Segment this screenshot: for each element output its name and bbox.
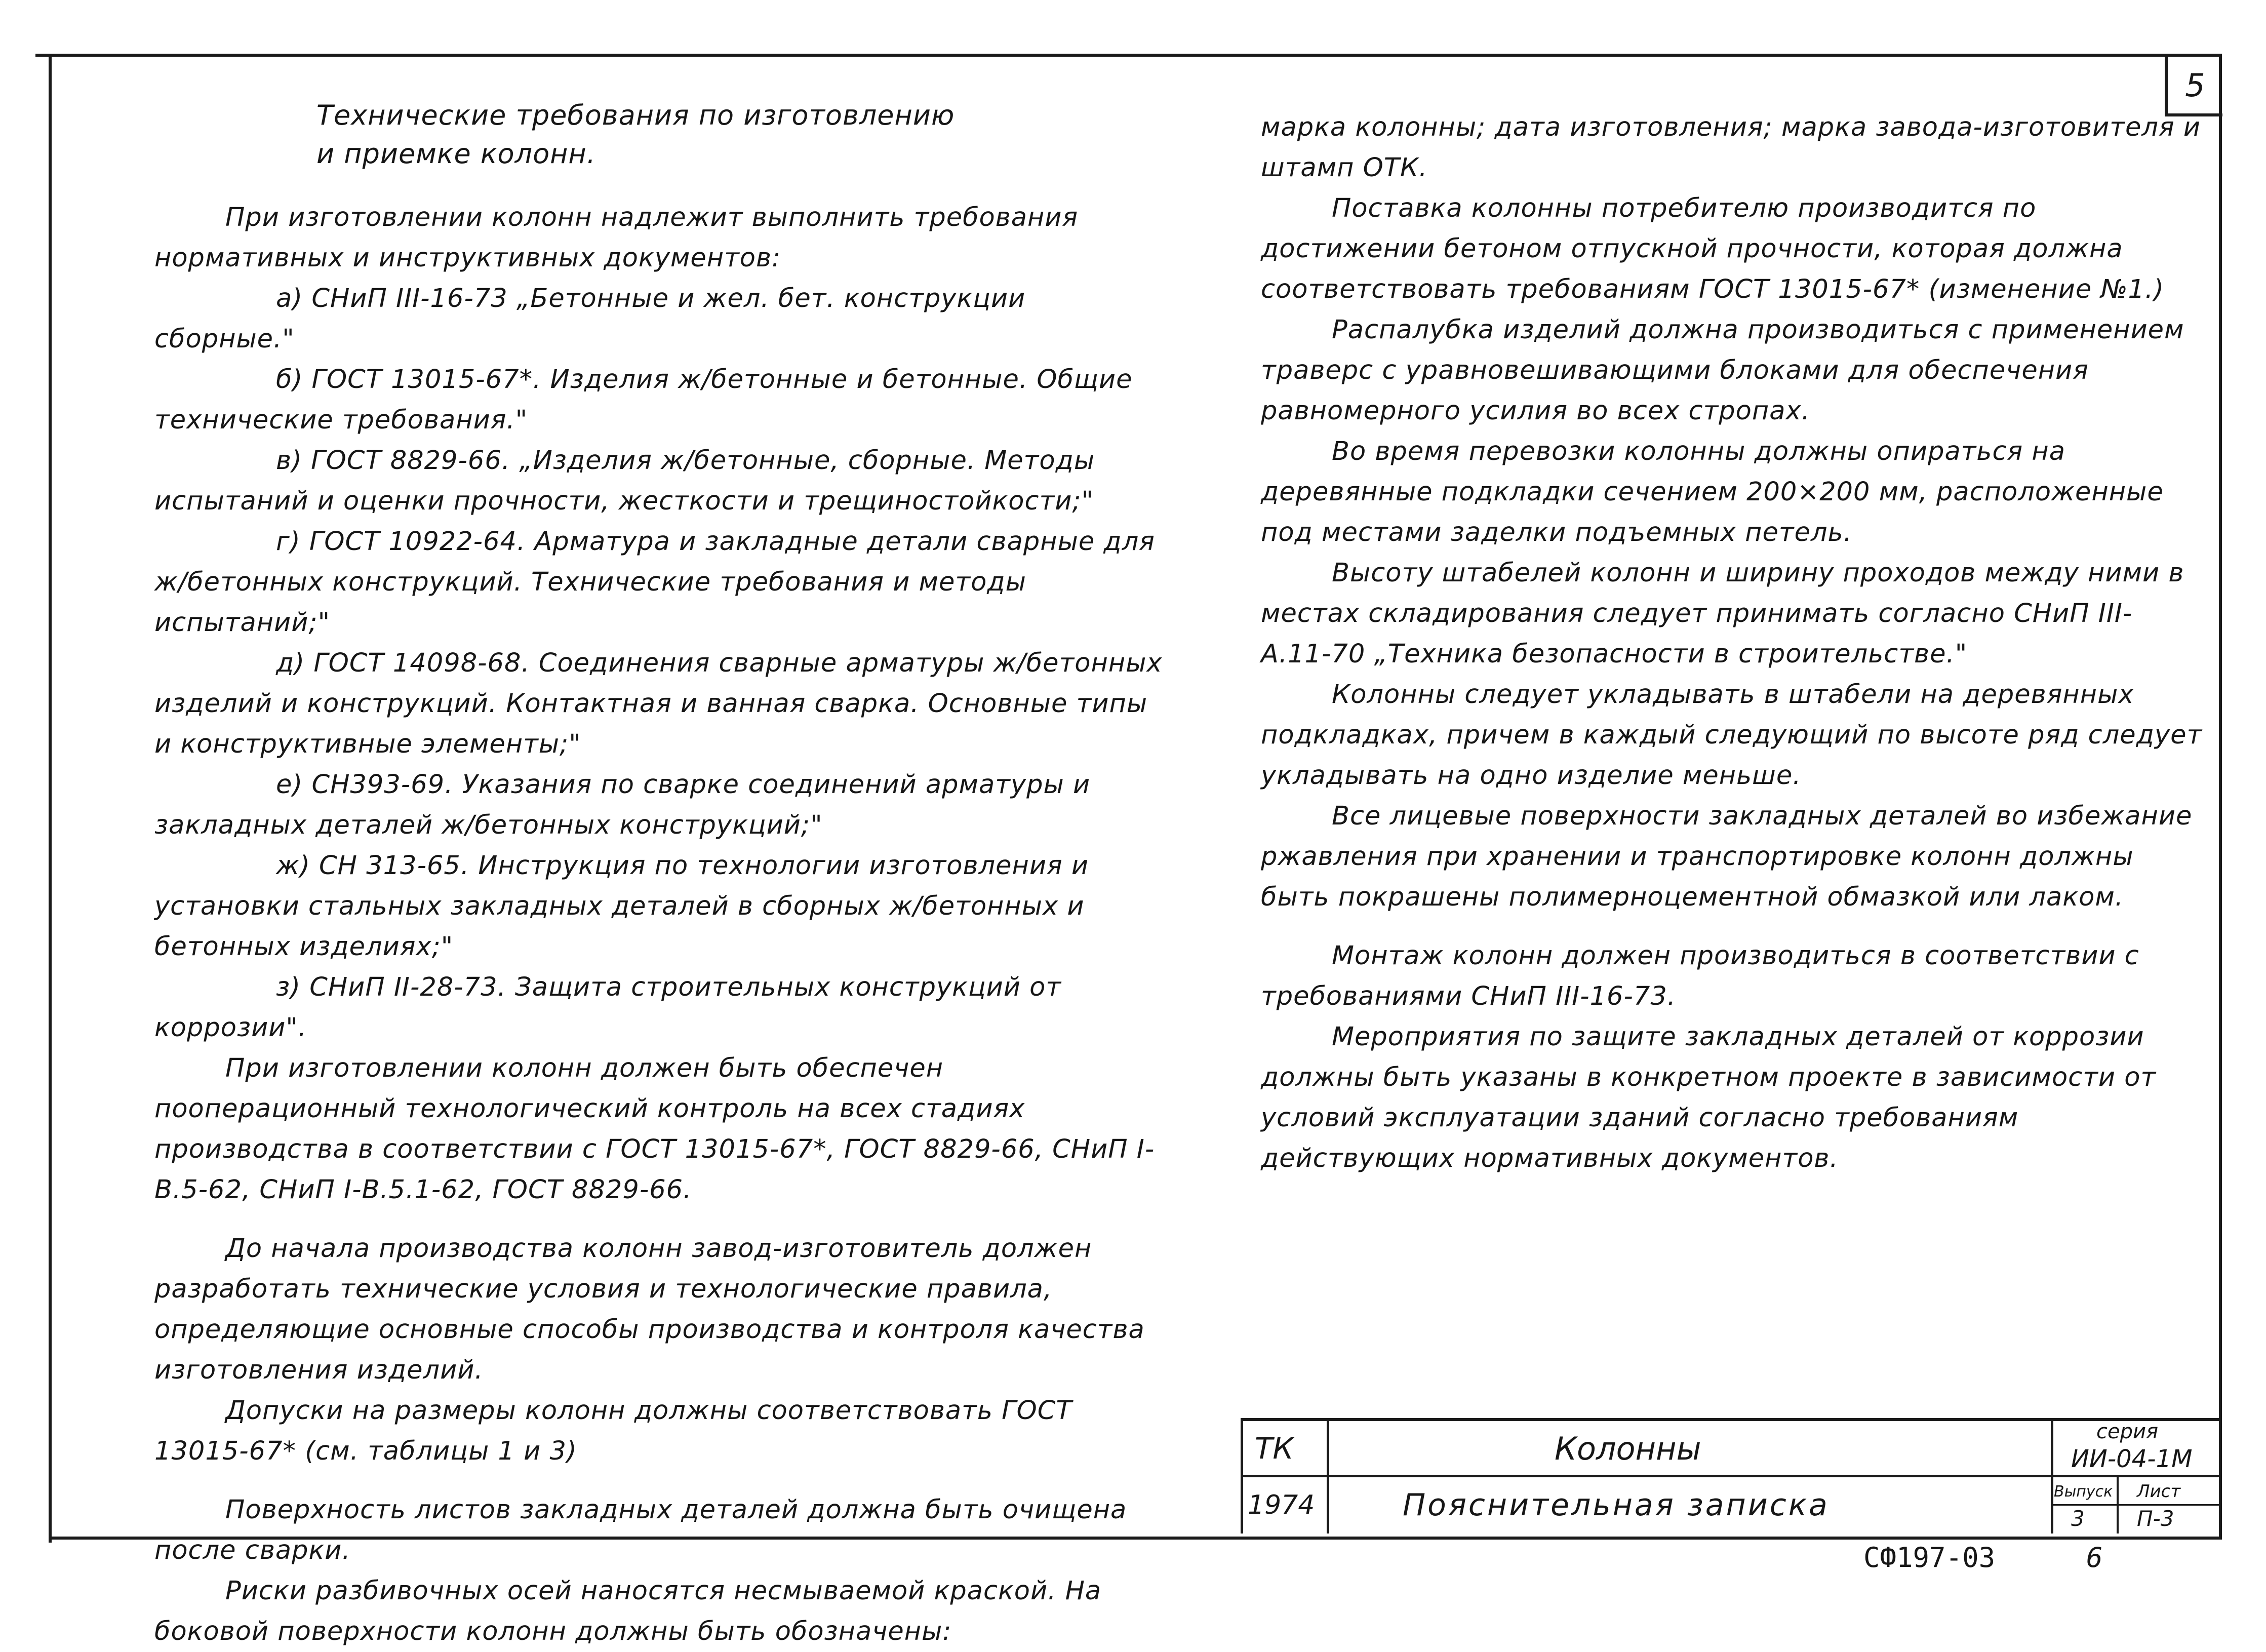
heading-line-1: Технические требования по изготовлению [316,99,955,131]
norm-item: д) ГОСТ 14098-68. Соединения сварные арматуры ж/бетонных изделий и конструкций. Контактная и ванная сварка. Основные типы и конструктивные элементы;" [154,648,1163,759]
drawing-name: Колонны [1555,1430,1701,1467]
norm-item: г) ГОСТ 10922-64. Арматура и закладные детали сварные для ж/бетонных конструкций. Технические требования и методы испытаний;" [154,527,1155,638]
norm-item: е) СН393-69. Указания по сварке соединений арматуры и закладных деталей ж/бетонных конструкций;" [154,770,1091,840]
paragraph: При изготовлении колонн должен быть обеспечен пооперационный технологический контроль на всех стадиях производства в соответствии с ГОСТ 13015-67*, ГОСТ 8829-66, СНиП I-В.5-62, СНиП I-В.5.1-62, ГОСТ 8829-66. [154,1053,1155,1205]
paragraph: Монтаж колонн должен производиться в соответствии с требованиями СНиП III-16-73. [1261,941,2139,1011]
series-label: серия [2096,1420,2159,1443]
issue-label: Выпуск [2054,1482,2113,1501]
paragraph: Поверхность листов закладных деталей должна быть очищена после сварки. [154,1495,1127,1565]
frame-left-line [49,54,52,1543]
norm-item: з) СНиП II-28-73. Защита строительных конструкций от коррозии". [154,972,1062,1043]
right-text-column [1261,107,2203,1179]
frame-right-line [2219,54,2222,1538]
sheet-value: П-3 [2137,1506,2174,1531]
paragraph: Риски разбивочных осей наносятся несмываемой краской. На боковой поверхности колонн должны быть обозначены: [154,1576,1102,1646]
issue-value: 3 [2071,1506,2085,1531]
frame-top-line [35,54,2222,57]
paragraph: Распалубка изделий должна производиться с применением траверс с уравновешивающими блоками для обеспечения равномерного усилия во всех стропах. [1261,315,2184,426]
paragraph: Колонны следует укладывать в штабели на деревянных подкладках, причем в каждый следующий по высоте ряд следует укладывать на одно изделие меньше. [1261,680,2203,791]
paragraph: Все лицевые поверхности закладных деталей во избежание ржавления при хранении и транспортировке колонн должны быть покрашены полимерноцементной обмазкой или лаком. [1261,801,2193,912]
paragraph: Высоту штабелей колонн и ширину проходов между ними в местах складирования следует принимать согласно СНиП III-А.11-70 „Техника безопасности в строительстве." [1261,558,2184,669]
title-block-divider-1 [1327,1418,1329,1533]
sheet-label: Лист [2137,1481,2181,1502]
paragraph: Поставка колонны потребителю производится по достижении бетоном отпускной прочности, которая должна соответствовать требованиям ГОСТ 13015-67* (изменение №1.) [1261,193,2165,304]
title-block [1241,1418,2219,1533]
org-code: ТК [1255,1431,1294,1466]
paragraph: До начала производства колонн завод-изготовитель должен разработать технические условия и технологические правила, определяющие основные способы производства и контроля качества изготовления изделий. [154,1234,1145,1385]
title-block-mid-line [1241,1475,2219,1477]
norm-item: б) ГОСТ 13015-67*. Изделия ж/бетонные и бетонные. Общие технические требования." [154,365,1133,435]
title-block-divider-2 [2051,1418,2053,1533]
page-number: 6 [2086,1542,2103,1574]
paragraph: Допуски на размеры колонн должны соответствовать ГОСТ 13015-67* (см. таблицы 1 и 3) [154,1396,1072,1466]
left-text-column [154,96,1167,1652]
year: 1974 [1248,1490,1315,1520]
norm-item: а) СНиП III-16-73 „Бетонные и жел. бет. конструкции сборные." [154,284,1026,354]
paragraph: Во время перевозки колонны должны опираться на деревянные подкладки сечением 200×200 мм, расположенные под местами заделки подъемных петель. [1261,437,2164,547]
norm-item: ж) СН 313-65. Инструкция по технологии изготовления и установки стальных закладных деталей в сборных ж/бетонных и бетонных изделиях;" [154,851,1089,962]
heading-line-2: и приемке колонн. [316,138,596,170]
sheet-number: 5 [2165,57,2222,116]
paragraph: Мероприятия по защите закладных деталей от коррозии должны быть указаны в конкретном проекте в зависимости от условий эксплуатации зданий согласно требованиям действующих нормативных документов. [1261,1022,2157,1173]
document-heading [154,96,1167,173]
norm-item: в) ГОСТ 8829-66. „Изделия ж/бетонные, сборные. Методы испытаний и оценки прочности, жесткости и трещиностойкости;" [154,446,1095,516]
drawing-subtitle: Пояснительная записка [1403,1487,1830,1523]
paragraph: При изготовлении колонн надлежит выполнить требования нормативных и инструктивных документов: [154,203,1079,273]
series-value: ИИ-04-1М [2071,1445,2193,1473]
title-block-top-line [1241,1418,2219,1421]
paragraph: марка колонны; дата изготовления; марка завода-изготовителя и штамп ОТК. [1261,112,2201,183]
title-block-left-line [1241,1418,1243,1533]
archive-code: СФ197-03 [1863,1542,1996,1574]
